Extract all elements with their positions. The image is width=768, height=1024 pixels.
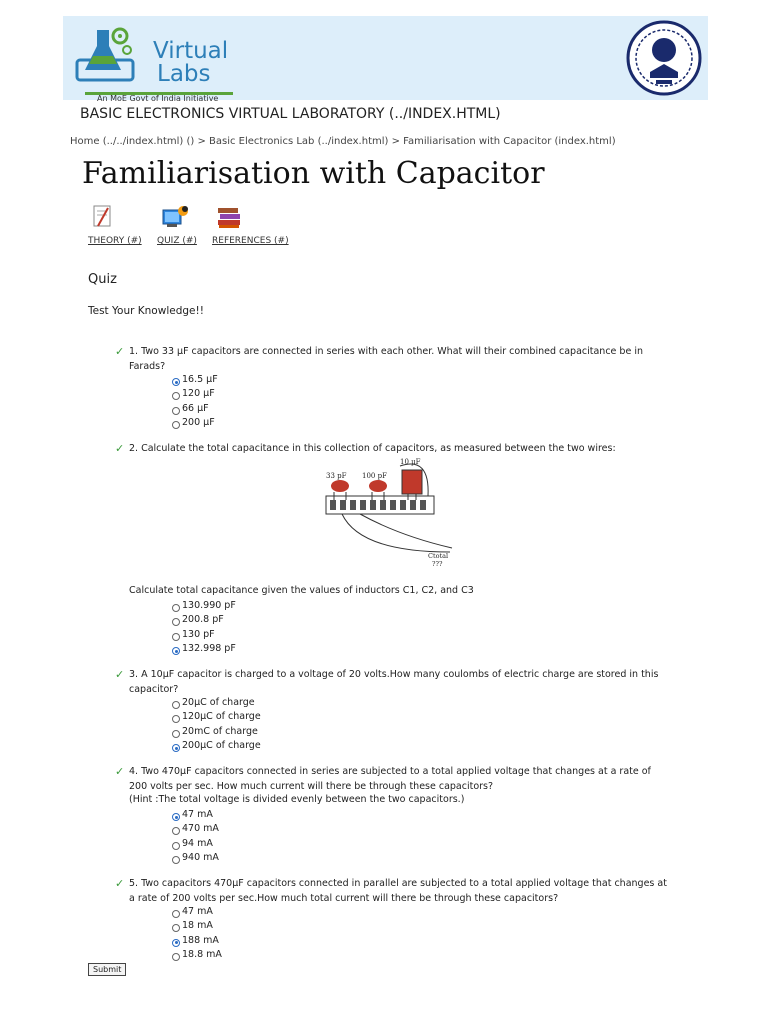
breadcrumb-separator: > (388, 136, 404, 147)
option-label: 200.8 pF (182, 614, 224, 626)
correct-check-icon: ✓ (115, 442, 125, 455)
option-row[interactable] (172, 905, 222, 919)
radio-button[interactable] (172, 647, 180, 655)
references-icon (216, 204, 244, 230)
question-2-prompt: Calculate total capacitance given the values of inductors C1, C2, and C3 (129, 585, 474, 596)
option-label: 18.8 mA (182, 948, 222, 960)
option-label: 130 pF (182, 628, 215, 640)
institute-seal-icon (626, 20, 702, 96)
tab-theory[interactable] (88, 204, 142, 246)
capacitor-circuit-figure (320, 456, 470, 568)
radio-button[interactable] (172, 701, 180, 709)
figure-label-10uf: 10 µF (400, 458, 421, 466)
option-label: 130.990 pF (182, 600, 236, 611)
tab-theory-label: THEORY (#) (88, 236, 142, 246)
options-q2 (172, 599, 236, 656)
radio-button[interactable] (172, 842, 180, 850)
question-4-hint: (Hint :The total voltage is divided evenly between the two capacitors.) (129, 794, 465, 805)
figure-label-ctotal: Ctotal (428, 552, 449, 560)
option-row[interactable] (172, 599, 236, 613)
question-text: 5. Two capacitors 470µF capacitors connected in parallel are subjected to a total applied voltage that changes at a rate of 200 volts per sec.How much total current will there be through these capacitors? (129, 878, 667, 904)
tab-references[interactable] (212, 204, 289, 246)
logo-tagline: An MoE Govt of India Initiative (97, 94, 219, 103)
option-label: 940 mA (182, 851, 219, 863)
option-row[interactable] (172, 402, 218, 416)
option-row[interactable] (172, 628, 236, 642)
quiz-subheading: Test Your Knowledge!! (88, 305, 204, 317)
radio-button[interactable] (172, 730, 180, 738)
radio-button[interactable] (172, 407, 180, 415)
flask-gear-icon (75, 24, 145, 86)
page-title: Familiarisation with Capacitor (82, 156, 545, 191)
radio-button[interactable] (172, 910, 180, 918)
option-row[interactable] (172, 822, 219, 836)
radio-button[interactable] (172, 744, 180, 752)
option-row[interactable] (172, 919, 222, 933)
option-label: 132.998 pF (182, 642, 236, 654)
option-row[interactable] (172, 934, 222, 948)
breadcrumb-lab[interactable]: Basic Electronics Lab (../index.html) (209, 136, 389, 147)
radio-button[interactable] (172, 939, 180, 947)
radio-button[interactable] (172, 633, 180, 641)
figure-label-33pf: 33 pF (326, 472, 347, 480)
option-label: 47 mA (182, 906, 213, 917)
radio-button[interactable] (172, 392, 180, 400)
option-label: 120µC of charge (182, 711, 261, 723)
question-text: 3. A 10µF capacitor is charged to a voltage of 20 volts.How many coulombs of electric charge are stored in this capacitor? (129, 669, 659, 695)
question-text: 4. Two 470µF capacitors connected in series are subjected to a total applied voltage that changes at a rate of 200 volts per sec. How much current will there be through these capacitors? (129, 766, 651, 792)
option-row[interactable] (172, 387, 218, 401)
tab-quiz-label: QUIZ (#) (157, 236, 197, 246)
logo-text-labs: Labs (157, 61, 211, 87)
option-label: 16.5 µF (182, 374, 218, 385)
option-row[interactable] (172, 416, 218, 430)
option-row[interactable] (172, 808, 219, 822)
option-label: 188 mA (182, 934, 219, 946)
radio-button[interactable] (172, 604, 180, 612)
breadcrumb-current[interactable]: Familiarisation with Capacitor (index.html) (403, 136, 616, 147)
logo-text-virtual: Virtual (153, 38, 229, 64)
theory-icon (92, 204, 114, 230)
radio-button[interactable] (172, 924, 180, 932)
question-text: 2. Calculate the total capacitance in this collection of capacitors, as measured between the two wires: (129, 443, 616, 454)
radio-button[interactable] (172, 715, 180, 723)
option-row[interactable] (172, 710, 261, 724)
option-label: 94 mA (182, 837, 213, 849)
option-row[interactable] (172, 613, 236, 627)
correct-check-icon: ✓ (115, 668, 125, 681)
options-q5 (172, 905, 222, 962)
quiz-icon (161, 204, 189, 230)
option-row[interactable] (172, 851, 219, 865)
breadcrumb-separator: > (194, 136, 210, 147)
submit-button[interactable]: Submit (88, 963, 126, 976)
breadcrumb (70, 136, 616, 147)
options-q1 (172, 373, 218, 430)
radio-button[interactable] (172, 856, 180, 864)
radio-button[interactable] (172, 953, 180, 961)
radio-button[interactable] (172, 827, 180, 835)
option-row[interactable] (172, 725, 261, 739)
option-label: 470 mA (182, 823, 219, 835)
option-label: 20mC of charge (182, 725, 258, 737)
option-label: 120 µF (182, 388, 215, 400)
options-q4 (172, 808, 219, 865)
option-row[interactable] (172, 642, 236, 656)
option-label: 20µC of charge (182, 697, 255, 708)
option-label: 200 µF (182, 416, 215, 428)
option-row[interactable] (172, 373, 218, 387)
lab-title-link[interactable]: BASIC ELECTRONICS VIRTUAL LABORATORY (../INDEX.HTML) (80, 106, 501, 122)
question-text: 1. Two 33 µF capacitors are connected in series with each other. What will their combined capacitance be in Farads? (129, 346, 643, 372)
figure-label-100pf: 100 pF (362, 472, 387, 480)
figure-label-unknown: ??? (432, 560, 443, 568)
option-label: 47 mA (182, 809, 213, 820)
option-label: 200µC of charge (182, 739, 261, 751)
option-label: 66 µF (182, 402, 209, 414)
correct-check-icon: ✓ (115, 877, 125, 890)
option-row[interactable] (172, 696, 261, 710)
option-row[interactable] (172, 948, 222, 962)
correct-check-icon: ✓ (115, 345, 125, 358)
quiz-heading: Quiz (88, 272, 117, 287)
tab-quiz[interactable] (157, 204, 197, 246)
breadcrumb-home[interactable]: Home (../../index.html) () (70, 136, 195, 147)
option-label: 18 mA (182, 920, 213, 932)
radio-button[interactable] (172, 421, 180, 429)
site-header (63, 16, 708, 103)
radio-button[interactable] (172, 813, 180, 821)
tab-references-label: REFERENCES (#) (212, 236, 289, 246)
option-row[interactable] (172, 837, 219, 851)
radio-button[interactable] (172, 618, 180, 626)
correct-check-icon: ✓ (115, 765, 125, 778)
options-q3 (172, 696, 261, 753)
radio-button[interactable] (172, 378, 180, 386)
option-row[interactable] (172, 739, 261, 753)
virtual-labs-logo[interactable] (75, 24, 235, 103)
